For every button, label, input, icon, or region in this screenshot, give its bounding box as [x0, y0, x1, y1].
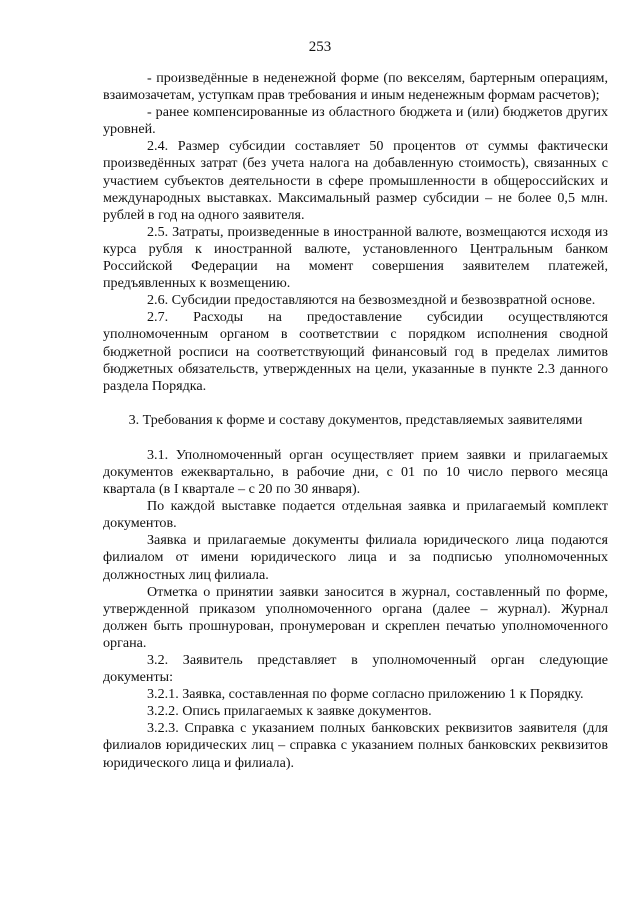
- paragraph-3-2-2: 3.2.2. Опись прилагаемых к заявке документов.: [147, 703, 432, 720]
- paragraph-bullet-compensated: - ранее компенсированные из областного бюджета и (или) бюджетов других уровней.: [103, 104, 608, 138]
- document-body: [103, 70, 608, 772]
- paragraph-3-2-3: 3.2.3. Справка с указанием полных банковских реквизитов заявителя (для филиалов юридических лиц – справка с указанием полных банковских реквизитов юридического лица и филиала).: [103, 720, 608, 771]
- paragraph-3-2: 3.2. Заявитель представляет в уполномоченный орган следующие документы:: [103, 652, 608, 686]
- page-number: 253: [308, 39, 332, 55]
- paragraph-3-1: 3.1. Уполномоченный орган осуществляет прием заявки и прилагаемых документов ежеквартально, в рабочие дни, с 01 по 10 число первого месяца квартала (в I квартале – с 20 по 30 января).: [103, 446, 608, 498]
- paragraph-2-6: 2.6. Субсидии предоставляются на безвозмездной и безвозвратной основе.: [147, 292, 596, 309]
- paragraph-2-5: 2.5. Затраты, произведенные в иностранной валюте, возмещаются исходя из курса рубля к иностранной валюте, установленного Центральным банком Российской Федерации на момент совершения заявителем платежей, предъявленных к возмещению.: [103, 223, 608, 292]
- paragraph-2-4: 2.4. Размер субсидии составляет 50 процентов от суммы фактически произведённых затрат (без учета налога на добавленную стоимость), связанных с участием субъектов деятельности в сфере промышленности в общероссийских и международных выставках. Максимальный размер субсидии – не более 0,5 млн. рублей в год на одного заявителя.: [103, 138, 608, 223]
- paragraph-per-exhibition: По каждой выставке подается отдельная заявка и прилагаемый комплект документов.: [103, 498, 608, 532]
- paragraph-2-7: 2.7. Расходы на предоставление субсидии осуществляются уполномоченным органом в соответствии с порядком исполнения сводной бюджетной росписи на соответствующий финансовый год в пределах лимитов бюджетных обязательств, утвержденных на цели, указанные в пункте 2.3 данного раздела Порядка.: [103, 309, 608, 394]
- paragraph-journal: Отметка о принятии заявки заносится в журнал, составленный по форме, утвержденной приказом уполномоченного органа (далее – журнал). Журнал должен быть прошнурован, пронумерован и скреплен печатью уполномоченного органа.: [103, 583, 608, 651]
- paragraph-3-2-1: 3.2.1. Заявка, составленная по форме согласно приложению 1 к Порядку.: [147, 686, 584, 703]
- section-heading: 3. Требования к форме и составу документов, представляемых заявителями: [128, 411, 583, 428]
- paragraph-branch-submission: Заявка и прилагаемые документы филиала юридического лица подаются филиалом от имени юридического лица и за подписью уполномоченных должностных лиц филиала.: [103, 532, 608, 583]
- paragraph-bullet-noncash: - произведённые в неденежной форме (по векселям, бартерным операциям, взаимозачетам, уступкам прав требования и иным неденежным формам расчетов);: [103, 70, 608, 104]
